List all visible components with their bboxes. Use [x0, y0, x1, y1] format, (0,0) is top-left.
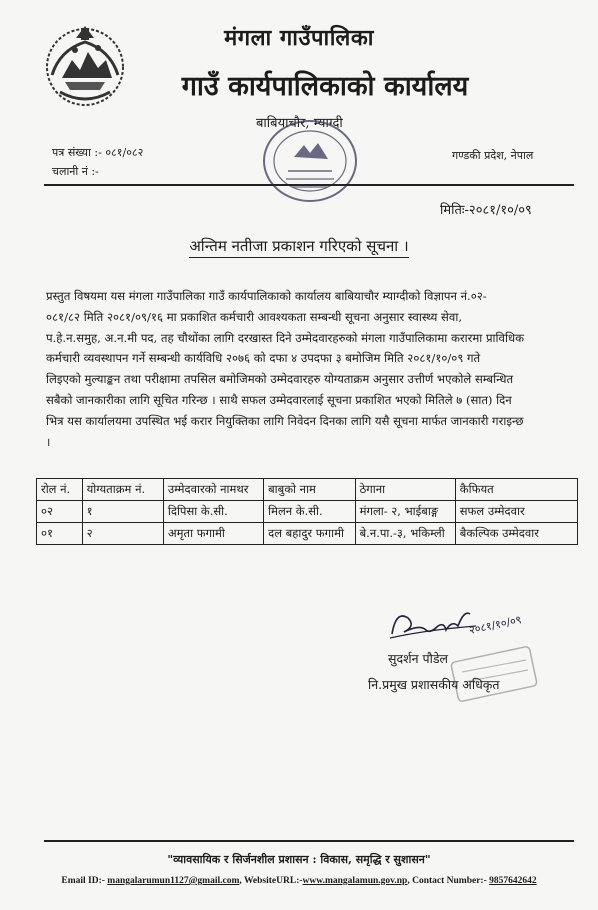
- notice-date: मितिः-२०८१/१०/०९: [440, 203, 532, 218]
- body-line: सबैको जानकारीका लागि सूचित गरिन्छ । साथै सफल उम्मेदवारलाई सूचना प्रकाशित भएको मितिले ७ (सात) दिन: [46, 392, 512, 407]
- signature-date: २०८१/१०/०९: [467, 613, 523, 637]
- dispatch-number: चलानी नं :-: [52, 165, 99, 178]
- body-line: प्रस्तुत विषयमा यस मंगला गाउँपालिका गाउँ कार्यपालिकाको कार्यालय बाबियाचौर म्याग्दीको विज्ञापन नं.०२-: [46, 289, 487, 303]
- column-header-remarks: कैफियत: [455, 479, 577, 501]
- body-line: ।: [46, 434, 51, 449]
- email-label: Email ID:-: [61, 876, 105, 886]
- separator: ,: [239, 876, 244, 886]
- header-divider: [44, 184, 574, 186]
- cell-remarks: बैकल्पिक उम्मेदवार: [455, 523, 577, 545]
- cell-rank: १: [82, 501, 163, 523]
- table-row: [37, 523, 578, 545]
- cell-father: दल बहादुर फगामी: [264, 523, 356, 545]
- column-header-roll: रोल नं.: [37, 479, 83, 501]
- cell-address: बे.न.पा.-३, भकिम्ली: [355, 523, 455, 545]
- office-location: बाबियाचौर, म्याग्दी: [256, 116, 343, 131]
- body-line: लिइएको मुल्याङ्कन तथा परीक्षामा तपसिल बमोजिमको उम्मेदवारहरु योग्यताक्रम अनुसार उत्तीर्ण भएकोले सम्बन्धित: [46, 372, 514, 387]
- cell-rank: २: [82, 523, 163, 545]
- footer-divider: [44, 840, 574, 842]
- contact-label: Contact Number:-: [412, 876, 487, 886]
- column-header-candidate: उम्मेदवारको नामथर: [163, 479, 263, 501]
- reference-number: पत्र संख्या :- ०८१/०८२: [52, 146, 144, 159]
- table-row: [37, 501, 578, 523]
- cell-father: मिलन के.सी.: [264, 501, 356, 523]
- body-line: कर्मचारी व्यवस्थापन गर्ने सम्बन्धी कार्यविधि २०७६ को दफा ४ उपदफा ३ बमोजिम मिति २०८१/१०/०९ गते: [46, 351, 481, 366]
- footer-contact: [0, 876, 598, 886]
- org-name: मंगला गाउँपालिका: [224, 25, 374, 51]
- signer-name: सुदर्शन पौडेल: [388, 651, 448, 666]
- cell-candidate: अमृता फगामी: [163, 523, 263, 545]
- cell-candidate: दिपिसा के.सी.: [163, 501, 263, 523]
- notice-title-text: अन्तिम नतीजा प्रकाशन गरिएको सूचना ।: [189, 237, 408, 258]
- notice-body: [46, 286, 554, 452]
- notice-title: [0, 236, 598, 256]
- footer-motto: "व्यावसायिक र सिर्जनशील प्रशासन : विकास, समृद्धि र सुशासन": [167, 853, 431, 866]
- office-name: गाउँ कार्यपालिकाको कार्यालय: [181, 71, 469, 102]
- body-line: ०८१/८२ मिति २०८१/०९/१६ मा प्रकाशित कर्मचारी आवश्यकता सम्बन्धी सूचना अनुसार स्वास्थ्य सेवा,: [46, 309, 463, 324]
- separator: ,: [407, 876, 413, 886]
- website-label: WebsiteURL:-: [243, 876, 303, 886]
- website-link[interactable]: www.mangalamun.gov.np: [302, 876, 408, 886]
- column-header-father: बाबुको नाम: [264, 479, 356, 501]
- table-header-row: [37, 479, 578, 501]
- office-seal-icon: [258, 115, 363, 207]
- cell-remarks: सफल उम्मेदवार: [455, 501, 577, 523]
- body-line: प.हे.न.समुह, अ.न.मी पद, तह चौथोंका लागि दरखास्त दिने उम्मेदवारहरुको मंगला गाउँपालिकामा करारमा प्राविधिक: [46, 330, 525, 345]
- signer-title: नि.प्रमुख प्रशासकीय अधिकृत: [368, 677, 500, 692]
- body-line: भित्र यस कार्यालयमा उपस्थित भई करार नियुक्तिका लागि निवेदन दिनका लागि यसै सूचना मार्फत जानकारी गराइन्छ: [46, 413, 524, 428]
- column-header-rank: योग्यताक्रम नं.: [82, 479, 163, 501]
- cell-roll: ०२: [37, 501, 83, 523]
- province-label: गण्डकी प्रदेश, नेपाल: [452, 149, 534, 162]
- results-table: [36, 478, 578, 545]
- cell-roll: ०१: [37, 523, 83, 545]
- email-link[interactable]: mangalarumun1127@gmail.com: [107, 876, 240, 886]
- contact-number[interactable]: 9857642642: [489, 876, 537, 886]
- cell-address: मंगला- २, भाईबाङ्ग: [355, 501, 455, 523]
- signature-image: [386, 600, 526, 646]
- column-header-address: ठेगाना: [355, 479, 455, 501]
